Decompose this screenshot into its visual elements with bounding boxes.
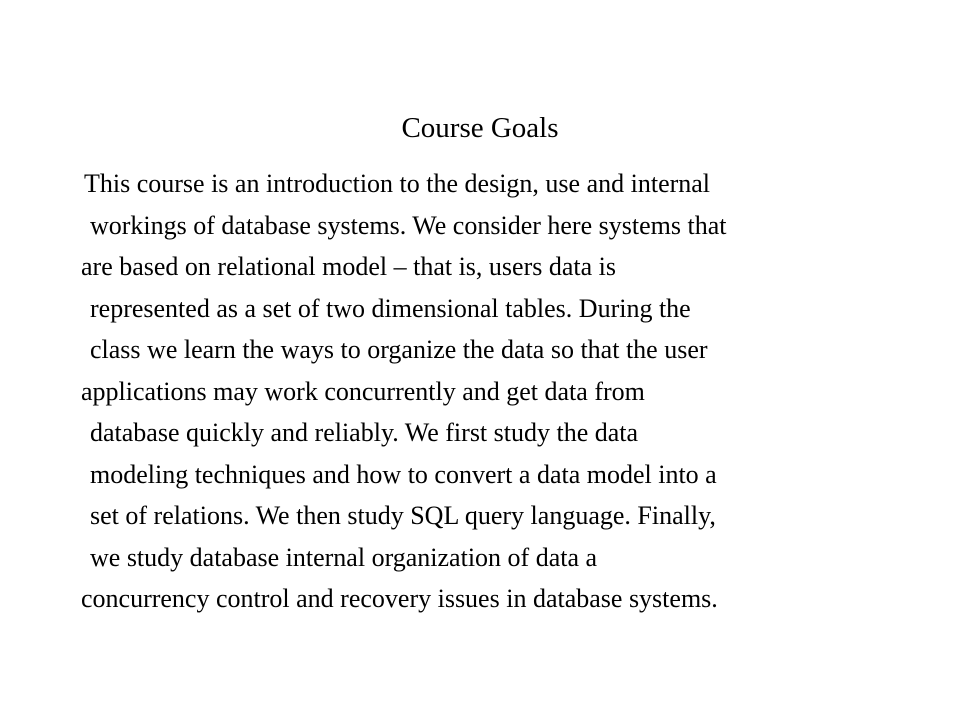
description-line: database quickly and reliably. We first study the data (90, 418, 639, 447)
description-line: are based on relational model – that is, users data is (81, 252, 617, 281)
description-line: This course is an introduction to the design, use and internal (84, 169, 711, 198)
description-line: modeling techniques and how to convert a data model into a (90, 459, 717, 489)
slide-title: Course Goals (401, 112, 559, 144)
description-line: class we learn the ways to organize the data so that the user (90, 335, 708, 364)
description-line: applications may work concurrently and get data from (81, 376, 645, 406)
description-line: set of relations. We then study SQL query language. Finally, (90, 501, 716, 530)
description-line: concurrency control and recovery issues in database systems. (81, 584, 718, 613)
description-line: we study database internal organization of data a (90, 542, 598, 572)
course-description (0, 164, 960, 644)
description-line: represented as a set of two dimensional tables. During the (90, 293, 691, 323)
description-line: workings of database systems. We consider here systems that (90, 210, 727, 240)
